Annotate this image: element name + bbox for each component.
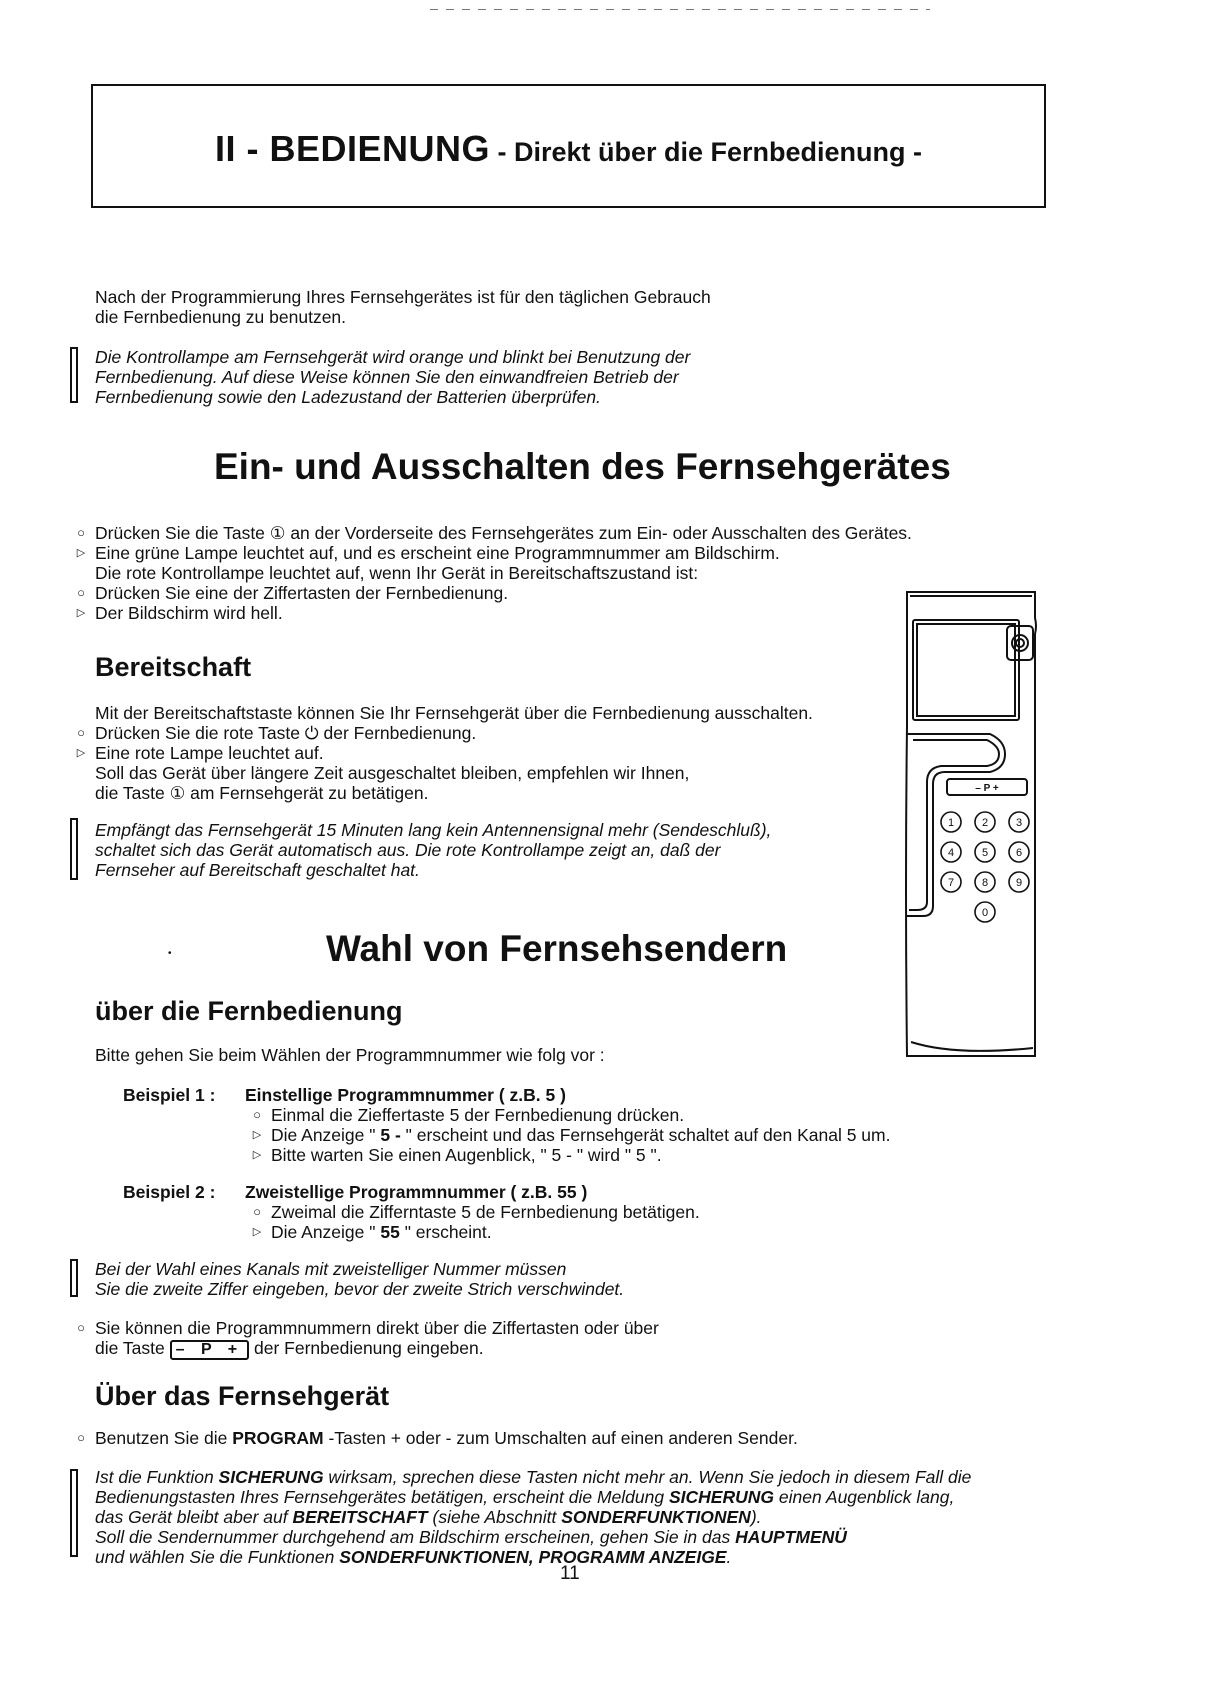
- bullet-item: ○ Drücken Sie eine der Ziffertasten der Fernbedienung.: [95, 583, 912, 603]
- text-line: Die rote Kontrollampe leuchtet auf, wenn Ihr Gerät in Bereitschaftszustand ist:: [95, 563, 699, 583]
- triangle-bullet-icon: ▷: [76, 547, 86, 559]
- svg-text:3: 3: [1015, 817, 1023, 829]
- page-number: 11: [560, 1563, 580, 1584]
- bullet-item: ○ Drücken Sie die rote Taste ⏻ der Fernbedienung.: [95, 723, 813, 743]
- remote-key-8: [975, 872, 995, 892]
- tip-direct-entry: [77, 1318, 659, 1360]
- circle-bullet-icon: ○: [77, 725, 85, 740]
- svg-text:6: 6: [1015, 847, 1023, 859]
- remote-key-1: [941, 812, 961, 832]
- section-ein-aus-body: [76, 523, 912, 623]
- note-line: Sie die zweite Ziffer eingeben, bevor der zweite Strich verschwindet.: [95, 1279, 625, 1299]
- note-line: Fernseher auf Bereitschaft geschaltet hat.: [95, 860, 420, 880]
- intro-paragraph: [95, 287, 711, 327]
- remote-key-3: [1009, 812, 1029, 832]
- title-main: II - BEDIENUNG: [214, 128, 490, 169]
- stray-dot: •: [168, 948, 172, 959]
- svg-text:2: 2: [981, 817, 989, 829]
- bullet-item: ○ Einmal die Zieffertaste 5 der Fernbedienung drücken.: [271, 1105, 684, 1125]
- note-line: Die Kontrollampe am Fernsehgerät wird orange und blinkt bei Benutzung der: [95, 347, 691, 367]
- p-key-icon: – P +: [170, 1340, 250, 1360]
- intro-line: Nach der Programmierung Ihres Fernsehgerätes ist für den täglichen Gebrauch: [95, 287, 711, 307]
- note-line: Empfängt das Fernsehgerät 15 Minuten lang kein Antennensignal mehr (Sendeschluß),: [95, 820, 772, 840]
- section-heading-ein-aus: Ein- und Ausschalten des Fernsehgerätes: [214, 446, 951, 487]
- result-item: ▷ Die Anzeige " 55 " erscheint.: [271, 1222, 492, 1242]
- remote-key-9: [1009, 872, 1029, 892]
- note-line: und wählen Sie die Funktionen SONDERFUNKTIONEN, PROGRAMM ANZEIGE.: [95, 1547, 732, 1567]
- result-item: ▷ Der Bildschirm wird hell.: [95, 603, 912, 623]
- remote-p-bar: [947, 779, 1027, 795]
- text-line: Bitte gehen Sie beim Wählen der Programmnummer wie folg vor :: [95, 1045, 605, 1065]
- triangle-bullet-icon: ▷: [76, 747, 86, 759]
- svg-text:0: 0: [981, 907, 989, 919]
- svg-text:9: 9: [1015, 877, 1023, 889]
- svg-text:5: 5: [981, 847, 989, 859]
- svg-text:4: 4: [947, 847, 955, 859]
- section-heading-wahl: Wahl von Fernsehsendern: [326, 928, 788, 969]
- triangle-bullet-icon: ▷: [252, 1129, 262, 1141]
- circle-bullet-icon: ○: [253, 1107, 261, 1122]
- scan-noise: [430, 9, 930, 10]
- note-bracket: [70, 1469, 78, 1557]
- example-label: Beispiel 1 :: [123, 1085, 216, 1105]
- remote-key-2: [975, 812, 995, 832]
- result-item: ▷ Die Anzeige " 5 - " erscheint und das Fernsehgerät schaltet auf den Kanal 5 um.: [271, 1125, 890, 1145]
- triangle-bullet-icon: ▷: [252, 1149, 262, 1161]
- bullet-item: ○ Zweimal die Zifferntaste 5 de Fernbedienung betätigen.: [271, 1202, 700, 1222]
- remote-key-0: [975, 902, 995, 922]
- bullet-item: ○ Drücken Sie die Taste ① an der Vorderseite des Fernsehgerätes zum Ein- oder Ausschalten des Gerätes.: [95, 523, 912, 543]
- note-line: Fernbedienung. Auf diese Weise können Sie den einwandfreien Betrieb der: [95, 367, 679, 387]
- circle-bullet-icon: ○: [77, 525, 85, 540]
- text-line: Mit der Bereitschaftstaste können Sie Ihr Fernsehgerät über die Fernbedienung ausschalten.: [95, 703, 813, 723]
- note-line: Bei der Wahl eines Kanals mit zweistelliger Nummer müssen: [95, 1259, 567, 1279]
- note-kontrollampe: [95, 347, 690, 407]
- note-line: Ist die Funktion SICHERUNG wirksam, sprechen diese Tasten nicht mehr an. Wenn Sie jedoch in diesem Fall die: [95, 1467, 972, 1487]
- title-sub: - Direkt über die Fernbedienung -: [489, 137, 923, 167]
- program-keys-instruction: [77, 1428, 798, 1448]
- remote-p-bar-label: – P +: [975, 783, 999, 794]
- triangle-bullet-icon: ▷: [76, 607, 86, 619]
- triangle-bullet-icon: ▷: [252, 1226, 262, 1238]
- circle-bullet-icon: ○: [253, 1204, 261, 1219]
- note-bracket: [70, 1259, 78, 1297]
- note-line: Soll die Sendernummer durchgehend am Bildschirm erscheinen, gehen Sie in das HAUPTMENÜ: [95, 1527, 847, 1547]
- note-zweistellig: [95, 1259, 624, 1299]
- intro-line: die Fernbedienung zu benutzen.: [95, 307, 347, 327]
- note-bracket: [70, 818, 78, 880]
- bullet-item: ○ Benutzen Sie die PROGRAM -Tasten + oder - zum Umschalten auf einen anderen Sender.: [95, 1428, 798, 1448]
- note-line: schaltet sich das Gerät automatisch aus. Die rote Kontrollampe zeigt an, daß der: [95, 840, 721, 860]
- result-item: ▷ Eine grüne Lampe leuchtet auf, und es erscheint eine Programmnummer am Bildschirm.: [95, 543, 912, 563]
- svg-text:7: 7: [947, 877, 955, 889]
- note-sicherung: [95, 1467, 971, 1567]
- subheading-bereitschaft: Bereitschaft: [95, 652, 252, 682]
- circle-bullet-icon: ○: [77, 1430, 85, 1445]
- page-title: [91, 128, 1046, 170]
- subheading-ueber-fernsehgeraet: Über das Fernsehgerät: [95, 1381, 390, 1411]
- example-label: Beispiel 2 :: [123, 1182, 216, 1202]
- remote-key-5: [975, 842, 995, 862]
- circle-bullet-icon: ○: [77, 585, 85, 600]
- remote-key-6: [1009, 842, 1029, 862]
- wahl-intro: [95, 1045, 605, 1065]
- note-line: das Gerät bleibt aber auf BEREITSCHAFT (siehe Abschnitt SONDERFUNKTIONEN).: [95, 1507, 762, 1527]
- note-bracket: [70, 347, 78, 403]
- remote-control-illustration: [895, 586, 1045, 1066]
- example-title: Einstellige Programmnummer ( z.B. 5 ): [245, 1085, 566, 1105]
- text-line: Soll das Gerät über längere Zeit ausgeschaltet bleiben, empfehlen wir Ihnen,: [95, 763, 690, 783]
- subheading-ueber-fernbedienung: über die Fernbedienung: [95, 996, 403, 1026]
- text-line: die Taste – P + der Fernbedienung eingeben.: [95, 1338, 484, 1358]
- text-line: die Taste ① am Fernsehgerät zu betätigen.: [95, 783, 429, 803]
- remote-key-4: [941, 842, 961, 862]
- note-line: Bedienungstasten Ihres Fernsehgerätes betätigen, erscheint die Meldung SICHERUNG einen Augenblick lang,: [95, 1487, 955, 1507]
- bereitschaft-body: [76, 703, 813, 803]
- example-title: Zweistellige Programmnummer ( z.B. 55 ): [245, 1182, 588, 1202]
- note-line: Fernbedienung sowie den Ladezustand der Batterien überprüfen.: [95, 387, 601, 407]
- remote-key-7: [941, 872, 961, 892]
- note-sendeschluss: [95, 820, 771, 880]
- bullet-item: ○ Sie können die Programmnummern direkt über die Ziffertasten oder über: [95, 1318, 659, 1338]
- result-item: ▷ Eine rote Lampe leuchtet auf.: [95, 743, 813, 763]
- result-item: ▷ Bitte warten Sie einen Augenblick, " 5 - " wird " 5 ".: [271, 1145, 662, 1165]
- svg-text:8: 8: [981, 877, 989, 889]
- svg-text:1: 1: [947, 817, 955, 829]
- circle-bullet-icon: ○: [77, 1320, 85, 1335]
